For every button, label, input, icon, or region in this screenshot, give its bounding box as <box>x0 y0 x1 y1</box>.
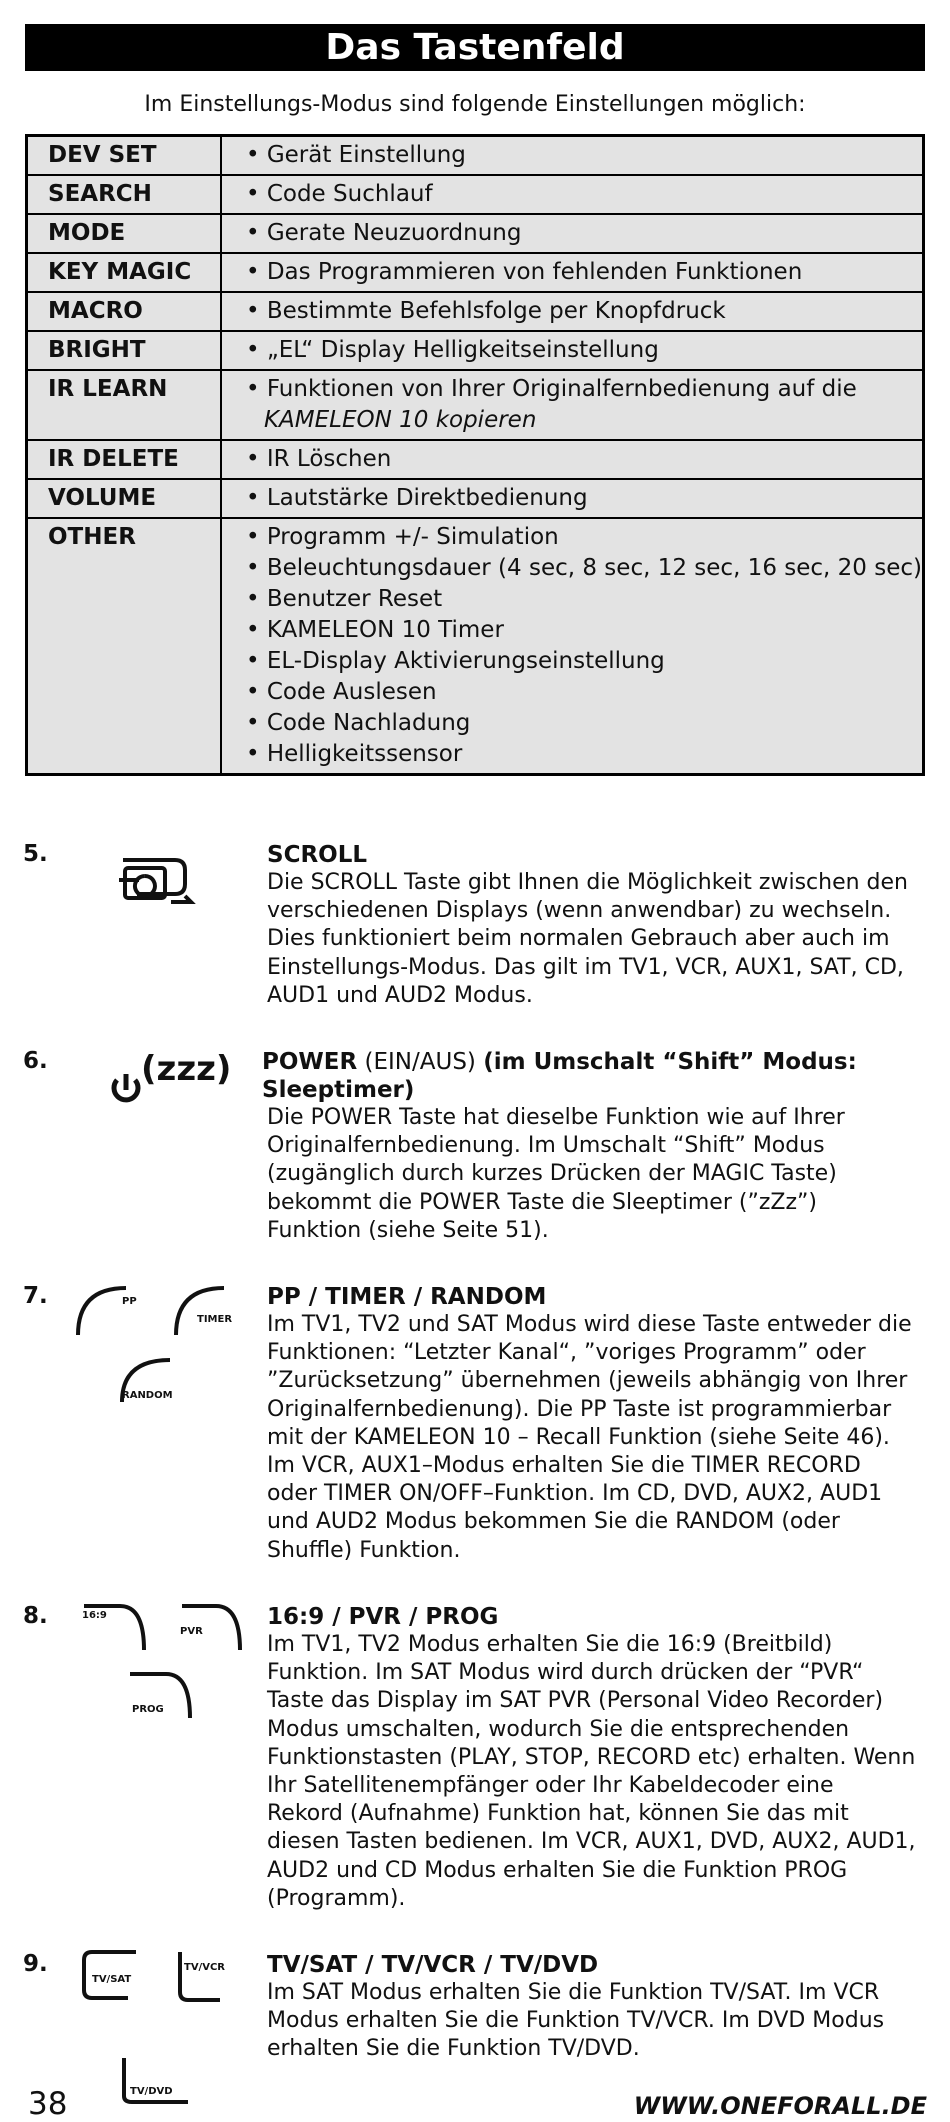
setting-key: MACRO <box>27 292 221 331</box>
tv-sat-vcr-dvd-buttons-icon <box>80 1948 260 2104</box>
svg-text:(zzz): (zzz) <box>141 1049 232 1089</box>
item-heading: TV/SAT / TV/VCR / TV/DVD <box>267 1952 599 1978</box>
svg-text:TV/DVD: TV/DVD <box>130 2086 173 2097</box>
svg-text:TV/SAT: TV/SAT <box>92 1974 132 1985</box>
item-heading: POWER (EIN/AUS) (im Umschalt “Shift” Modus: Sleeptimer) <box>262 1049 857 1103</box>
page-title: Das Tastenfeld <box>25 24 925 71</box>
svg-text:PVR: PVR <box>180 1626 203 1637</box>
setting-key: KEY MAGIC <box>27 253 221 292</box>
table-row <box>27 253 924 292</box>
table-row <box>27 440 924 479</box>
settings-table <box>25 134 925 776</box>
setting-value: • Programm +/- Simulation • Beleuchtungsdauer (4 sec, 8 sec, 12 sec, 16 sec, 20 sec) • Benutzer Reset • KAMELEON 10 Timer • EL-Display Aktivierungseinstellung • Code Auslesen • Code Nachladung • Helligkeitssensor <box>221 518 924 775</box>
table-row <box>27 214 924 253</box>
setting-value: • Das Programmieren von fehlenden Funktionen <box>221 253 924 292</box>
setting-value: • Gerät Einstellung <box>221 136 924 176</box>
setting-key: SEARCH <box>27 175 221 214</box>
setting-key: VOLUME <box>27 479 221 518</box>
svg-text:TV/VCR: TV/VCR <box>184 1962 225 1973</box>
setting-value: • Funktionen von Ihrer Originalfernbedienung auf die KAMELEON 10 kopieren <box>221 370 924 440</box>
intro-text: Im Einstellungs-Modus sind folgende Einstellungen möglich: <box>144 92 806 117</box>
item-number: 7. <box>23 1283 48 1309</box>
svg-text:PROG: PROG <box>132 1704 164 1715</box>
setting-value: • Code Suchlauf <box>221 175 924 214</box>
svg-text:PP: PP <box>122 1296 137 1307</box>
table-row <box>27 292 924 331</box>
item-body: Im SAT Modus erhalten Sie die Funktion TV/SAT. Im VCR Modus erhalten Sie die Funktion TV/VCR. Im DVD Modus erhalten Sie die Funktion TV/DVD. <box>267 1980 885 2062</box>
setting-key: DEV SET <box>27 136 221 176</box>
power-sleep-icon <box>105 1049 232 1110</box>
scroll-icon <box>115 854 195 908</box>
table-row <box>27 175 924 214</box>
pp-timer-random-buttons-icon <box>70 1280 250 1410</box>
setting-key: BRIGHT <box>27 331 221 370</box>
setting-key: IR DELETE <box>27 440 221 479</box>
page-number: 38 <box>28 2086 68 2122</box>
table-row <box>27 370 924 440</box>
svg-text:16:9: 16:9 <box>82 1610 107 1621</box>
table-row <box>27 518 924 775</box>
svg-text:TIMER: TIMER <box>197 1314 233 1325</box>
table-row <box>27 331 924 370</box>
item-body: Die SCROLL Taste gibt Ihnen die Möglichkeit zwischen den verschiedenen Displays (wenn anwendbar) zu wechseln. Dies funktioniert beim normalen Gebrauch aber auch im Einstellungs-Modus. Das gilt im TV1, VCR, AUX1, SAT, CD, AUD1 und AUD2 Modus. <box>267 870 908 1008</box>
setting-value: • Gerate Neuzuordnung <box>221 214 924 253</box>
setting-key: MODE <box>27 214 221 253</box>
setting-value: • Bestimmte Befehlsfolge per Knopfdruck <box>221 292 924 331</box>
169-pvr-prog-buttons-icon <box>80 1600 260 1724</box>
footer-url: WWW.ONEFORALL.DE <box>633 2092 927 2120</box>
item-heading: 16:9 / PVR / PROG <box>267 1604 499 1630</box>
item-number: 9. <box>23 1951 48 1977</box>
item-body: Die POWER Taste hat dieselbe Funktion wie auf Ihrer Originalfernbedienung. Im Umschalt “Shift” Modus (zugänglich durch kurzes Drücken der MAGIC Taste) bekommt die POWER Taste die Sleeptimer (”zZz”) Funktion (siehe Seite 51). <box>267 1105 845 1243</box>
table-row <box>27 136 924 176</box>
item-number: 5. <box>23 841 48 867</box>
setting-key: IR LEARN <box>27 370 221 440</box>
item-heading: PP / TIMER / RANDOM <box>267 1284 547 1310</box>
item-body: Im TV1, TV2 Modus erhalten Sie die 16:9 (Breitbild) Funktion. Im SAT Modus wird durch drücken der “PVR“ Taste das Display im SAT PVR (Personal Video Recorder) Modus umschalten, wodurch Sie die entsprechenden Funktionstasten (PLAY, STOP, RECORD etc) erhalten. Wenn Ihr Satellitenempfänger oder Ihr Kabeldecoder eine Rekord (Aufnahme) Funktion hat, können Sie das mit diesen Tasten bedienen. Im VCR, AUX1, DVD, AUX2, AUD1, AUD2 und CD Modus erhalten Sie die Funktion PROG (Programm). <box>267 1632 916 1911</box>
svg-text:RANDOM: RANDOM <box>122 1390 173 1401</box>
table-row <box>27 479 924 518</box>
item-heading: SCROLL <box>267 842 368 868</box>
item-number: 8. <box>23 1603 48 1629</box>
setting-key: OTHER <box>27 518 221 775</box>
setting-value: • IR Löschen <box>221 440 924 479</box>
setting-value: • „EL“ Display Helligkeitseinstellung <box>221 331 924 370</box>
setting-value: • Lautstärke Direktbedienung <box>221 479 924 518</box>
item-number: 6. <box>23 1048 48 1074</box>
item-body: Im TV1, TV2 und SAT Modus wird diese Taste entweder die Funktionen: “Letzter Kanal“, ”voriges Programm” oder ”Zurücksetzung” übernehmen (jeweils abhängig von Ihrer Originalfernbedienung). Die PP Taste ist programmierbar mit der KAMELEON 10 – Recall Funktion (siehe Seite 46). Im VCR, AUX1–Modus erhalten Sie die TIMER RECORD oder TIMER ON/OFF–Funktion. Im CD, DVD, AUX2, AUD1 und AUD2 Modus bekommen Sie die RANDOM (oder Shuffle) Funktion. <box>267 1312 912 1563</box>
